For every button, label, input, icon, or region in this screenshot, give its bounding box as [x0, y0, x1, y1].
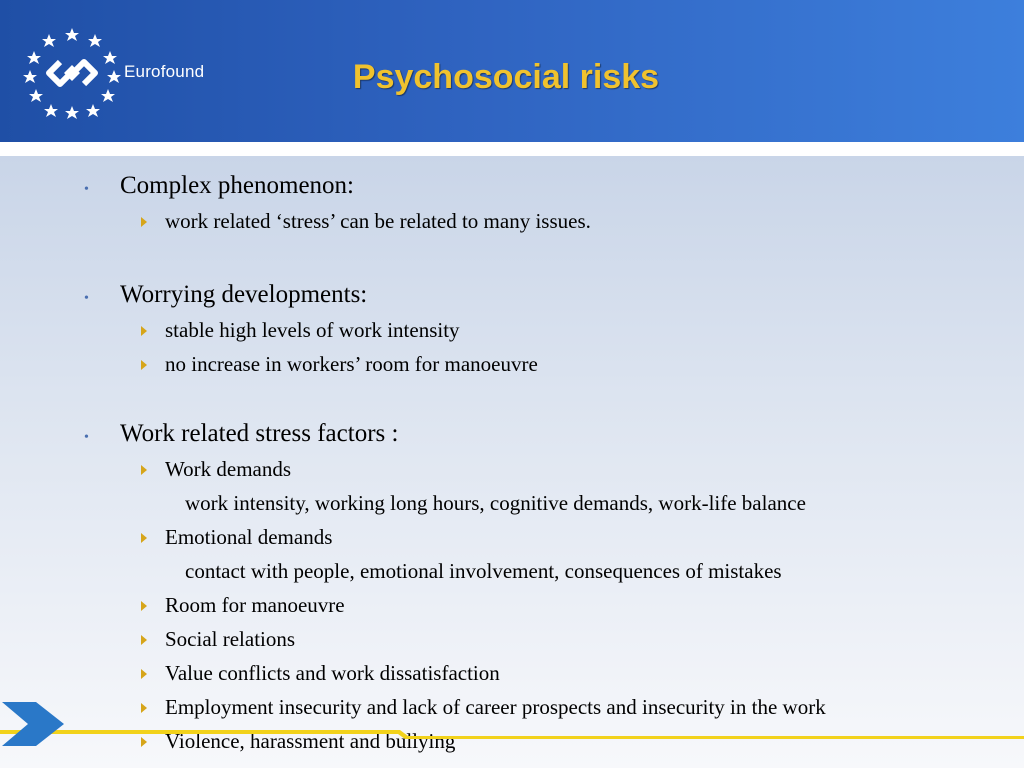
- arrow-bullet-icon: [141, 465, 147, 475]
- list-item: Social relations: [165, 627, 296, 651]
- list-item: Emotional demands: [165, 525, 333, 549]
- section-heading: Work related stress factors :: [120, 420, 399, 447]
- slide-header: [0, 0, 1024, 142]
- arrow-bullet-icon: [141, 533, 147, 543]
- page-title: Psychosocial risks: [352, 58, 660, 96]
- list-item: no increase in workers’ room for manoeuvre: [165, 352, 538, 376]
- list-item-detail: contact with people, emotional involvement, consequences of mistakes: [185, 559, 782, 583]
- accent-line: [0, 730, 1024, 739]
- arrow-bullet-icon: [141, 635, 147, 645]
- arrow-bullet-icon: [141, 217, 147, 227]
- arrow-bullet-icon: [141, 326, 147, 336]
- logo-text: Eurofound: [124, 62, 205, 81]
- bullet-icon: •: [84, 430, 89, 445]
- list-item: stable high levels of work intensity: [165, 318, 460, 342]
- bullet-icon: •: [84, 182, 89, 197]
- slide-content: [0, 156, 1024, 768]
- list-item: Value conflicts and work dissatisfaction: [165, 661, 500, 685]
- list-item: Employment insecurity and lack of career prospects and insecurity in the work: [165, 695, 826, 719]
- arrow-bullet-icon: [141, 669, 147, 679]
- header-divider: [0, 142, 1024, 156]
- list-item-detail: work intensity, working long hours, cognitive demands, work-life balance: [185, 491, 806, 515]
- arrow-bullet-icon: [141, 601, 147, 611]
- list-item: Work demands: [165, 457, 292, 481]
- list-item: Violence, harassment and bullying: [165, 729, 456, 753]
- section-heading: Complex phenomenon:: [120, 172, 354, 199]
- section-heading: Worrying developments:: [120, 281, 368, 308]
- arrow-bullet-icon: [141, 360, 147, 370]
- list-item: work related ‘stress’ can be related to many issues.: [165, 209, 591, 233]
- bullet-icon: •: [84, 291, 89, 306]
- footer-decoration: [0, 700, 1024, 768]
- list-item: Room for manoeuvre: [165, 593, 345, 617]
